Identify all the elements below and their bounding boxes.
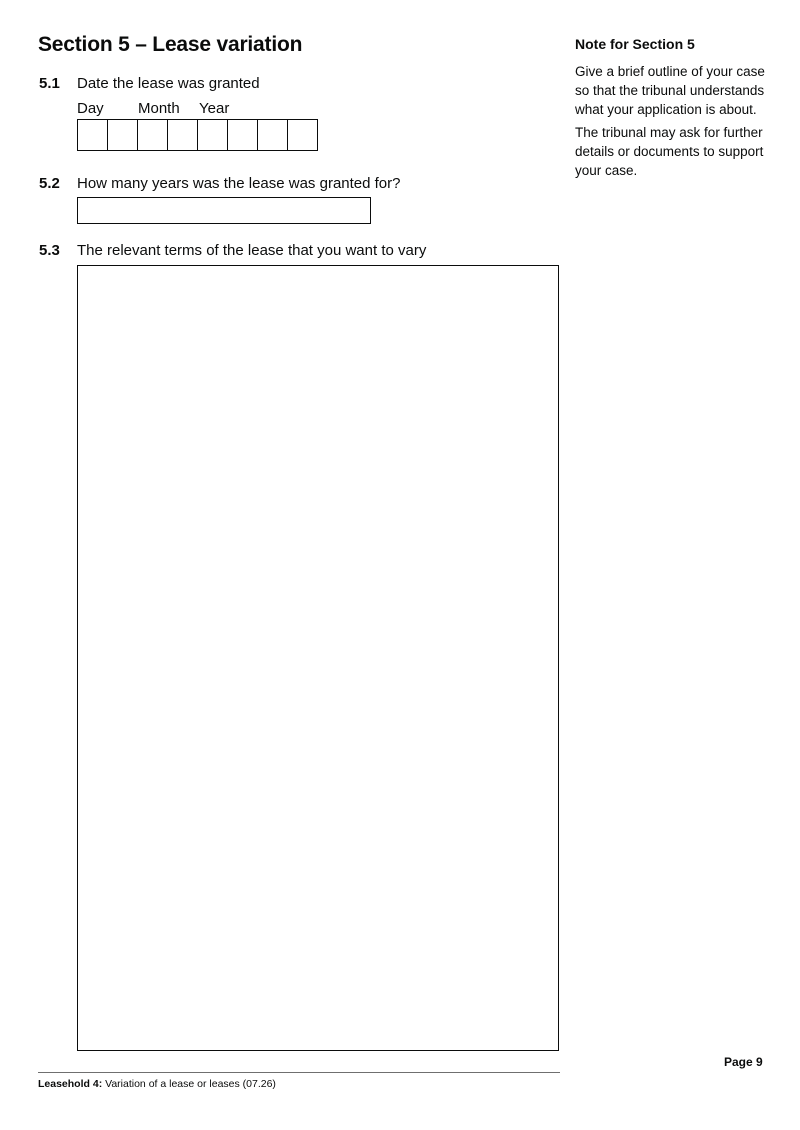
section-title: Section 5 – Lease variation [38,33,303,56]
footer [38,1078,276,1090]
date-day-label: Day [77,100,104,117]
date-month-label: Month [138,100,180,117]
question-number-5-2: 5.2 [39,175,60,192]
date-year-digit-1[interactable] [197,119,228,151]
lease-granted-date-field [77,119,318,151]
question-text-5-3: The relevant terms of the lease that you want to vary [77,242,427,259]
footer-form-title: Variation of a lease or leases (07.26) [105,1078,276,1090]
footer-form-name: Leasehold 4: [38,1078,103,1090]
date-month-digit-2[interactable] [167,119,198,151]
question-text-5-2: How many years was the lease was granted for? [77,175,401,192]
question-text-5-1: Date the lease was granted [77,75,260,92]
lease-years-input[interactable] [77,197,371,224]
question-number-5-1: 5.1 [39,75,60,92]
question-number-5-3: 5.3 [39,242,60,259]
date-year-digit-4[interactable] [287,119,318,151]
lease-terms-textarea[interactable] [77,265,559,1051]
footer-divider [38,1072,560,1073]
section-note [575,35,765,184]
date-year-digit-3[interactable] [257,119,288,151]
note-paragraph-1: Give a brief outline of your case so that the tribunal understands what your application is about. [575,64,765,117]
note-paragraph-2: The tribunal may ask for further details or documents to support your case. [575,125,764,178]
date-year-label: Year [199,100,230,117]
date-year-digit-2[interactable] [227,119,258,151]
date-month-digit-1[interactable] [137,119,168,151]
note-title: Note for Section 5 [575,36,695,52]
page-number: Page 9 [724,1055,763,1069]
date-day-digit-1[interactable] [77,119,108,151]
date-day-digit-2[interactable] [107,119,138,151]
